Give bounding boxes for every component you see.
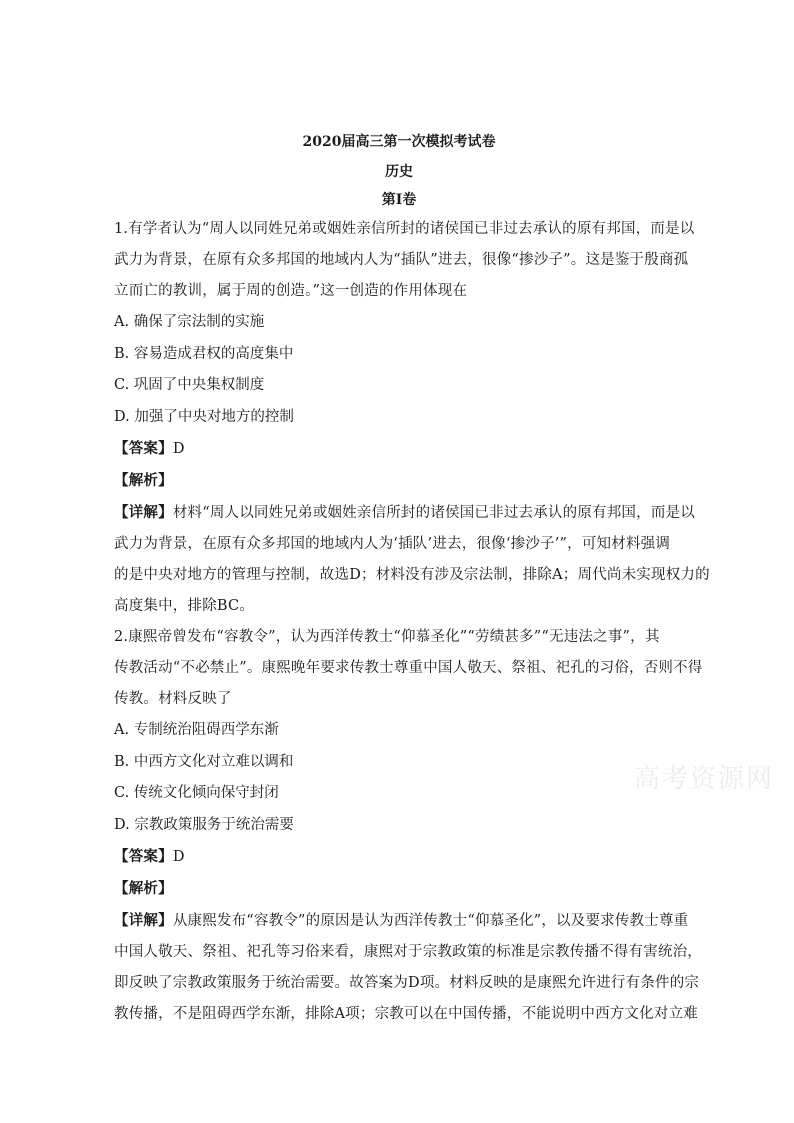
q1-option-c: C. 巩固了中央集权制度 — [114, 377, 265, 393]
analysis-tag: 【解析】 — [114, 472, 173, 489]
q2-analysis — [114, 873, 684, 905]
subject-title: 历史 — [385, 164, 413, 180]
q1-stem-line: 1.有学者认为“周人以同姓兄弟或姻姓亲信所封的诸侯国已非过去承认的原有邦国，而是以 — [114, 221, 695, 237]
answer-tag: 【答案】 — [114, 848, 173, 865]
q1-detail-line: 高度集中，排除BC。 — [114, 598, 255, 614]
section-title: 第Ⅰ卷 — [381, 192, 417, 208]
q1-option-a: A. 确保了宗法制的实施 — [114, 314, 265, 330]
q1-stem-line: 武力为背景，在原有众多邦国的地域内人为“插队”进去，很像“掺沙子”。这是鉴于殷商孤 — [114, 252, 689, 268]
q1-option-b: B. 容易造成君权的高度集中 — [114, 345, 294, 362]
q2-detail-line: 中国人敬天、祭祖、祀孔等习俗来看，康熙对于宗教政策的标准是宗教传播不得有害统治， — [114, 944, 702, 960]
detail-tag: 【详解】 — [114, 912, 173, 929]
watermark: 高考资源网 — [634, 764, 775, 794]
answer-tag: 【答案】 — [114, 440, 173, 457]
exam-title: 2020届高三第一次模拟考试卷 — [302, 134, 496, 150]
analysis-tag: 【解析】 — [114, 880, 173, 897]
q1-detail-line: 武力为背景，在原有众多邦国的地域内人为‘插队’进去，很像‘掺沙子’”，可知材料强调 — [114, 536, 671, 552]
q2-option-a: A. 专制统治阻碍西学东渐 — [114, 722, 279, 738]
question-2 — [114, 622, 703, 1030]
q2-option-c: C. 传统文化倾向保守封闭 — [114, 785, 279, 801]
q1-option-d: D. 加强了中央对地方的控制 — [114, 408, 294, 425]
detail-tag: 【详解】 — [114, 504, 173, 521]
q1-analysis — [114, 465, 684, 497]
q2-detail-line: 教传播，不是阻碍西学东渐，排除A项；宗教可以在中国传播，不能说明中西方文化对立难 — [114, 1006, 698, 1022]
q2-stem-line: 2.康熙帝曾发布“容教令”，认为西洋传教士“仰慕圣化”“劳绩甚多”“无违法之事”，其 — [114, 629, 660, 645]
detail-text: 材料“周人以同姓兄弟或姻姓亲信所封的诸侯国已非过去承认的原有邦国，而是以 — [172, 505, 695, 521]
q1-detail-line: 的是中央对地方的管理与控制，故选D；材料没有涉及宗法制，排除A；周代尚未实现权力的 — [114, 567, 710, 583]
q1-answer — [114, 433, 684, 465]
q2-stem-line: 传教。材料反映了 — [114, 691, 232, 707]
q2-detail-line — [114, 905, 689, 937]
q2-option-b: B. 中西方文化对立难以调和 — [114, 753, 294, 770]
q2-detail-line: 即反映了宗教政策服务于统治需要。故答案为D项。材料反映的是康熙允许进行有条件的宗 — [114, 975, 700, 991]
q2-answer — [114, 841, 684, 873]
q2-option-d: D. 宗教政策服务于统治需要 — [114, 816, 294, 833]
q1-detail-line — [114, 497, 695, 529]
q2-stem-line: 传教活动“不必禁止”。康熙晚年要求传教士尊重中国人敬天、祭祖、祀孔的习俗，否则不得 — [114, 660, 703, 676]
answer-value: D — [172, 849, 185, 865]
q1-stem-line: 立而亡的教训，属于周的创造。”这一创造的作用体现在 — [114, 283, 468, 299]
detail-text: 从康熙发布“容教令”的原因是认为西洋传教士“仰慕圣化”，以及要求传教士尊重 — [172, 913, 689, 929]
question-1 — [114, 214, 710, 622]
answer-value: D — [172, 441, 185, 457]
